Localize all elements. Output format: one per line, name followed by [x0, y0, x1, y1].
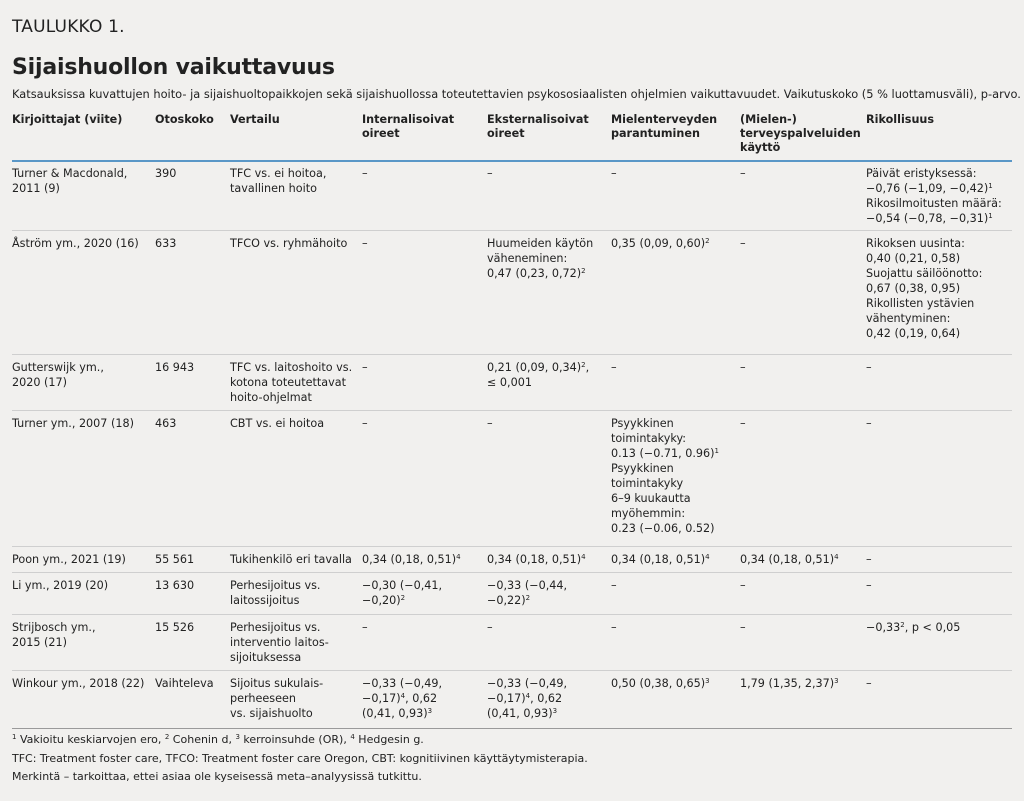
cell-mental: 0,35 (0,09, 0,60)$^2$ — [611, 237, 710, 250]
cell-mental: 0,50 (0,38, 0,65)$^3$ — [611, 677, 710, 690]
header-crime: Rikollisuus — [866, 113, 935, 126]
cell-crime: Rikoksen uusinta: 0,40 (0,21, 0,58) Suojattu säilöönotto: 0,67 (0,38, 0,95) Rikollisten ystävien vähentyminen: 0,42 (0,19, 0,64) — [866, 237, 983, 340]
cell-sample: 16 943 — [155, 361, 195, 374]
table-description: Katsauksissa kuvattujen hoito- ja sijaishuoltopaikkojen sekä sijaishuollossa toteutettavien psykososiaalisten ohjelmien vaikuttavuudet. Vaikutuskoko (5 % luottamusväli), p-arvo. — [12, 87, 1021, 101]
cell-mental: – — [611, 621, 617, 634]
cell-sample: 15 526 — [155, 621, 195, 634]
cell-services: – — [740, 621, 746, 634]
cell-internal: −0,30 (−0,41, −0,20)$^2$ — [362, 579, 443, 607]
cell-sample: 633 — [155, 237, 177, 250]
cell-mental: 0,34 (0,18, 0,51)$^4$ — [611, 553, 710, 566]
cell-crime: – — [866, 417, 872, 430]
cell-external: 0,34 (0,18, 0,51)$^4$ — [487, 553, 586, 566]
cell-author: Turner & Macdonald, 2011 (9) — [12, 167, 128, 195]
cell-author: Strijbosch ym., 2015 (21) — [12, 621, 96, 649]
footnote-line: Merkintä – tarkoittaa, ettei asiaa ole kyseisessä meta–analyysissä tutkittu. — [12, 770, 422, 783]
header-author: Kirjoittajat (viite) — [12, 113, 123, 126]
cell-external: 0,21 (0,09, 0,34)$^2$, ≤ 0,001 — [487, 361, 590, 389]
table-label: TAULUKKO 1. — [12, 17, 125, 37]
cell-compare: CBT vs. ei hoitoa — [230, 417, 325, 430]
cell-sample: Vaihteleva — [155, 677, 214, 690]
cell-external: −0,33 (−0,49, −0,17)$^4$, 0,62 (0,41, 0,93)$^3$ — [487, 677, 568, 720]
header-external: Eksternalisoivat oireet — [487, 113, 589, 140]
cell-crime: – — [866, 361, 872, 374]
cell-external: Huumeiden käytön väheneminen: 0,47 (0,23, 0,72)$^2$ — [487, 237, 594, 280]
row-divider — [12, 572, 1012, 573]
row-divider — [12, 230, 1012, 231]
table-title: Sijaishuollon vaikuttavuus — [12, 55, 335, 80]
header-compare: Vertailu — [230, 113, 280, 126]
cell-internal: −0,33 (−0,49, −0,17)$^4$, 0,62 (0,41, 0,93)$^3$ — [362, 677, 443, 720]
cell-mental: – — [611, 579, 617, 592]
cell-author: Gutterswijk ym., 2020 (17) — [12, 361, 104, 389]
cell-crime: – — [866, 677, 872, 690]
cell-author: Winkour ym., 2018 (22) — [12, 677, 145, 690]
cell-internal: – — [362, 621, 368, 634]
cell-services: 0,34 (0,18, 0,51)$^4$ — [740, 553, 839, 566]
cell-internal: – — [362, 167, 368, 180]
cell-internal: – — [362, 237, 368, 250]
cell-sample: 55 561 — [155, 553, 195, 566]
cell-author: Turner ym., 2007 (18) — [12, 417, 134, 430]
header-internal: Internalisoivat oireet — [362, 113, 455, 140]
footnote-line: TFC: Treatment foster care, TFCO: Treatment foster care Oregon, CBT: kognitiivinen käyttäytymisterapia. — [12, 752, 588, 765]
cell-author: Åström ym., 2020 (16) — [12, 237, 139, 250]
cell-internal: – — [362, 417, 368, 430]
cell-services: – — [740, 237, 746, 250]
cell-compare: Tukihenkilö eri tavalla — [230, 553, 352, 566]
row-divider — [12, 546, 1012, 547]
header-sample: Otoskoko — [155, 113, 214, 126]
cell-mental: Psyykkinen toimintakyky: 0.13 (−0.71, 0.96)$^1$ Psyykkinen toimintakyky 6–9 kuukautta myöhemmin: 0.23 (−0.06, 0.52) — [611, 417, 719, 535]
row-divider — [12, 670, 1012, 671]
cell-author: Li ym., 2019 (20) — [12, 579, 109, 592]
row-divider — [12, 354, 1012, 355]
row-divider — [12, 410, 1012, 411]
cell-compare: TFCO vs. ryhmähoito — [230, 237, 348, 250]
cell-internal: 0,34 (0,18, 0,51)$^4$ — [362, 553, 461, 566]
footnote-line: $^1$ Vakioitu keskiarvojen ero, $^2$ Cohenin d, $^3$ kerroinsuhde (OR), $^4$ Hedgesin g. — [12, 733, 424, 746]
cell-crime: $-0,33^2$, p < 0,05 — [866, 621, 961, 634]
cell-compare: Perhesijoitus vs. interventio laitos- sijoituksessa — [230, 621, 329, 664]
footnote-divider — [12, 728, 1012, 729]
cell-external: – — [487, 417, 493, 430]
header-services: (Mielen-) terveyspalveluiden käyttö — [740, 113, 861, 154]
cell-compare: Sijoitus sukulais- perheeseen vs. sijaishuolto — [230, 677, 324, 720]
cell-compare: TFC vs. ei hoitoa, tavallinen hoito — [230, 167, 327, 195]
cell-sample: 390 — [155, 167, 177, 180]
cell-external: – — [487, 167, 493, 180]
cell-services: – — [740, 361, 746, 374]
cell-external: – — [487, 621, 493, 634]
cell-mental: – — [611, 167, 617, 180]
header-divider — [12, 160, 1012, 162]
cell-external: −0,33 (−0,44, −0,22)$^2$ — [487, 579, 568, 607]
cell-compare: TFC vs. laitoshoito vs. kotona toteutettavat hoito-ohjelmat — [230, 361, 353, 404]
cell-crime: – — [866, 553, 872, 566]
cell-sample: 463 — [155, 417, 177, 430]
cell-sample: 13 630 — [155, 579, 195, 592]
cell-services: – — [740, 579, 746, 592]
cell-internal: – — [362, 361, 368, 374]
cell-services: – — [740, 417, 746, 430]
cell-author: Poon ym., 2021 (19) — [12, 553, 126, 566]
header-mental: Mielenterveyden parantuminen — [611, 113, 718, 140]
cell-mental: – — [611, 361, 617, 374]
cell-compare: Perhesijoitus vs. laitossijoitus — [230, 579, 321, 607]
cell-services: – — [740, 167, 746, 180]
cell-crime: Päivät eristyksessä: −0,76 (−1,09, −0,42)$^1$ Rikosilmoitusten määrä: −0,54 (−0,78, −0,31)$^1$ — [866, 167, 1002, 225]
cell-services: 1,79 (1,35, 2,37)$^3$ — [740, 677, 839, 690]
cell-crime: – — [866, 579, 872, 592]
row-divider — [12, 614, 1012, 615]
